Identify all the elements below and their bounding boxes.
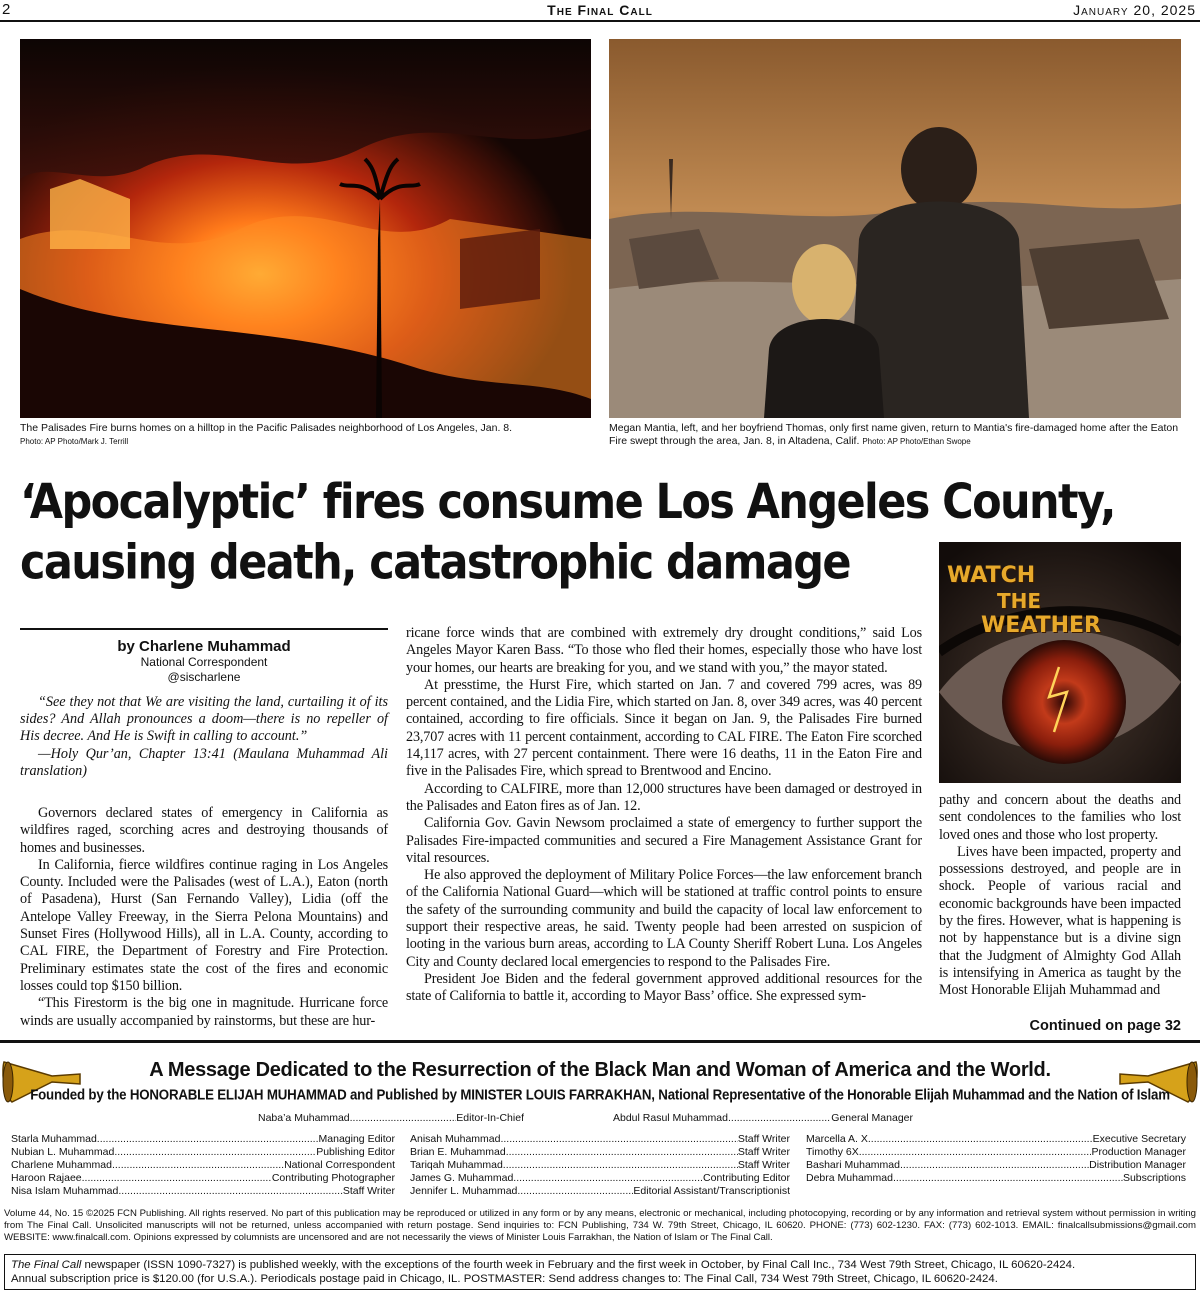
masthead-subtitle: Founded by the HONORABLE ELIJAH MUHAMMAD and Published by MINISTER LOUIS FARRAKHAN, National Representative of the Honorable Elijah Muhammad and the Nation of Islam <box>30 1086 1170 1103</box>
staff-row <box>410 1146 790 1159</box>
staff-name: Haroon Rajaee <box>11 1172 82 1184</box>
headline-line-2: causing death, catastrophic damage <box>20 534 850 591</box>
staff-row <box>410 1133 790 1146</box>
staff-name: Bashari Muhammad <box>806 1159 900 1171</box>
legal-notice: Volume 44, No. 15 ©2025 FCN Publishing. All rights reserved. No part of this publication may be reproduced or utilized in any form or by any means, electronic or mechanical, including photocopying, recording or by any information and retrieval system without permission in writing from The Final Call. Unsolicited manuscripts will not be returned, unless accompanied with return postage. Send inquiries to: FCN Publishing, 734 W. 79th Street, Chicago, IL 60620. PHONE: (773) 602-1230. FAX: (773) 602-1013. EMAIL: finalcallsubmissions@gmail.com WEBSITE: www.finalcall.com. Opinions expressed by columnists are uncensored and are not necessarily the views of Minister Louis Farrakhan, the Nation of Islam or The Final Call. <box>4 1208 1196 1243</box>
staff-title: Distribution Manager <box>1089 1159 1186 1171</box>
staff-row <box>806 1133 1186 1146</box>
staff-row <box>410 1172 790 1185</box>
paper-name: The Final Call <box>547 2 653 18</box>
staff-name: Nubian L. Muhammad <box>11 1146 115 1158</box>
weather-word-3: WEATHER <box>981 613 1102 638</box>
staff-name: Jennifer L. Muhammad <box>410 1185 518 1197</box>
article-column-2 <box>406 625 922 1006</box>
paragraph: pathy and concern about the deaths and sent condolences to the families who lost loved ones and those who lost property. <box>939 792 1181 843</box>
epigraph <box>20 694 388 780</box>
publication-notice <box>4 1254 1196 1290</box>
staff-row <box>11 1159 395 1172</box>
staff-title: Contributing Editor <box>703 1172 790 1184</box>
right-photo-caption <box>609 422 1181 448</box>
staff-name: James G. Muhammad <box>410 1172 514 1184</box>
article-column-3 <box>939 792 1181 1000</box>
staff-name: Naba’a Muhammad <box>258 1112 350 1124</box>
masthead-title: A Message Dedicated to the Resurrection of the Black Man and Woman of America and the World. <box>149 1059 1051 1081</box>
staff-row <box>806 1159 1186 1172</box>
staff-column-3 <box>806 1133 1186 1185</box>
staff-name: Tariqah Muhammad <box>410 1159 503 1171</box>
staff-title: Executive Secretary <box>1092 1133 1186 1145</box>
staff-title: National Correspondent <box>284 1159 395 1171</box>
staff-title: Subscriptions <box>1122 1172 1186 1184</box>
staff-title: Staff Writer <box>737 1159 790 1171</box>
staff-row <box>410 1159 790 1172</box>
staff-row <box>11 1172 395 1185</box>
paragraph: California Gov. Gavin Newsom proclaimed a state of emergency to further support the Palisades Fire-impacted communities and secured a Fire Management Assistance Grant for vital resources. <box>406 815 922 866</box>
staff-title: Staff Writer <box>737 1133 790 1145</box>
palisades-fire-photo <box>20 39 591 418</box>
left-photo-caption <box>20 422 591 448</box>
staff-title: Managing Editor <box>318 1133 395 1145</box>
staff-title: Contributing Photographer <box>271 1172 395 1184</box>
staff-row <box>613 1112 913 1125</box>
paragraph: Lives have been impacted, property and possessions destroyed, and people are in shock. People of various racial and economic backgrounds have been impacted by the fires. However, what is happening is not by happenstance but is a divine sign that the Judgment of Almighty God Allah is intensifying in America as taught by the Most Honorable Elijah Muhammad and <box>939 843 1181 999</box>
staff-row <box>806 1172 1186 1185</box>
article-column-1 <box>20 805 388 1030</box>
staff-title: Production Manager <box>1091 1146 1186 1158</box>
paper-name-italic: The Final Call <box>11 1259 82 1271</box>
staff-title: Staff Writer <box>737 1146 790 1158</box>
continued-on-link[interactable]: Continued on page 32 <box>1029 1018 1181 1034</box>
staff-name: Anisah Muhammad <box>410 1133 501 1145</box>
right-caption-text: Megan Mantia, left, and her boyfriend Thomas, only first name given, return to Mantia's fire-damaged home after the Eaton Fire swept through the area, Jan. 8, in Altadena, Calif. <box>609 422 1179 447</box>
staff-row <box>410 1185 790 1198</box>
paragraph: President Joe Biden and the federal government approved additional resources for the state of California to battle it, according to Mayor Bass’ office. She expressed sym- <box>406 970 922 1005</box>
headline-line-1: ‘Apocalyptic’ fires consume Los Angeles County, <box>20 474 1115 531</box>
paragraph: In California, fierce wildfires continue raging in Los Angeles County. Included were the Palisades (west of L.A.), Eaton (north of Pasadena), Hurst (San Fernando Valley), Lidia (off the Antelope Valley Freeway, in the Sierra Pelona Mountains) and Sunset Fires (Hollywood Hills), all in L.A. County, according to CAL FIRE, the Department of Forestry and Fire Protection. Preliminary estimates state the cost of the fires and economic losses could top $150 billion. <box>20 856 388 994</box>
eaton-fire-couple-photo <box>609 39 1181 418</box>
staff-name: Marcella A. X. <box>806 1133 871 1145</box>
staff-title: General Manager <box>831 1112 913 1124</box>
paragraph: Governors declared states of emergency in California as wildfires raged, scorching acres and destroying thousands of homes and businesses. <box>20 805 388 856</box>
staff-row <box>11 1133 395 1146</box>
staff-name: Timothy 6X <box>806 1146 859 1158</box>
byline <box>20 628 388 685</box>
page-folio <box>0 0 1200 22</box>
left-photo-credit: Photo: AP Photo/Mark J. Terrill <box>20 437 129 446</box>
staff-column-2 <box>410 1133 790 1198</box>
weather-word-2: THE <box>997 589 1042 613</box>
staff-name: Debra Muhammad <box>806 1172 893 1184</box>
staff-row <box>258 1112 524 1125</box>
staff-title: Editorial Assistant/Transcriptionist <box>633 1185 790 1197</box>
publication-line-1 <box>11 1258 1189 1272</box>
epigraph-source: —Holy Qur’an, Chapter 13:41 (Maulana Muhammad Ali translation) <box>20 745 388 779</box>
staff-name: Abdul Rasul Muhammad <box>613 1112 728 1124</box>
watch-the-weather-graphic <box>939 542 1181 783</box>
staff-name: Starla Muhammad <box>11 1133 97 1145</box>
staff-name: Charlene Muhammad <box>11 1159 112 1171</box>
weather-word-1: WATCH <box>947 563 1036 588</box>
paragraph: ricane force winds that are combined with extremely dry drought conditions,” said Los Angeles Mayor Karen Bass. “To those who fled their homes, especially those who have lost your homes, our hearts are breaking for you, and we stand with you,” the mayor stated. <box>406 625 922 676</box>
author-handle: @sischarlene <box>167 670 241 684</box>
left-caption-text: The Palisades Fire burns homes on a hilltop in the Pacific Palisades neighborhood of Los Angeles, Jan. 8. <box>20 422 513 434</box>
staff-title: Editor-In-Chief <box>456 1112 524 1124</box>
staff-row <box>11 1146 395 1159</box>
staff-row <box>11 1185 395 1198</box>
page-number: 2 <box>2 1 11 18</box>
paragraph: According to CALFIRE, more than 12,000 structures have been damaged or destroyed in the Palisades and Eaton fires as of Jan. 12. <box>406 780 922 814</box>
paragraph: At presstime, the Hurst Fire, which started on Jan. 7 and covered 799 acres, was 89 percent contained, and the Lidia Fire, which started on Jan. 8, over 349 acres, was 40 percent contained, according to fire officials. Since it began on Jan. 9, the Palisades Fire burned 23,707 acres with 11 percent containment, according to CAL FIRE. The Eaton Fire scorched 14,117 acres, with 27 percent containment. There were 16 deaths, 11 in the Eaton Fire and five in the Palisades Fire, which spread to Brentwood and Encino. <box>406 676 922 780</box>
author-role: National Correspondent <box>140 655 268 669</box>
staff-column-1 <box>11 1133 395 1198</box>
issue-date: January 20, 2025 <box>1073 2 1196 18</box>
staff-name: Nisa Islam Muhammad <box>11 1185 119 1197</box>
staff-name: Brian E. Muhammad <box>410 1146 506 1158</box>
publication-line-1-text: newspaper (ISSN 1090-7327) is published weekly, with the exceptions of the fourth week in February and the first week in October, by Final Call Inc., 734 West 79th Street, Chicago, IL 60620-2424. <box>81 1259 1076 1271</box>
publication-line-2: Annual subscription price is $120.00 (for U.S.A.). Periodicals postage paid in Chicago, IL. POSTMASTER: Send address changes to: The Final Call, 734 West 79th Street, Chicago, IL 60620-2424. <box>11 1273 998 1285</box>
staff-title: Staff Writer <box>342 1185 395 1197</box>
staff-title: Publishing Editor <box>316 1146 395 1158</box>
paragraph: He also approved the deployment of Military Police Forces—the law enforcement branch of the California National Guard—which will be stationed at traffic control points to ensure the safety of the surrounding community and build the capacity of local law enforcement to support their respective areas, he said. Twenty people had been arrested on suspicion of looting in the various burn areas, according to LA County Sheriff Robert Luna. Los Angeles City and County declared local emergencies to respond to the Palisades Fire. <box>406 867 922 970</box>
right-photo-credit: Photo: AP Photo/Ethan Swope <box>862 437 971 446</box>
staff-row <box>806 1146 1186 1159</box>
epigraph-text: “See they not that We are visiting the land, curtailing it of its sides? And Allah pronounces a doom—there is no repeller of His decree. And He is Swift in calling to account.” <box>20 694 388 745</box>
paragraph: “This Firestorm is the big one in magnitude. Hurricane force winds are usually accompanied by rainstorms, but these are hur- <box>20 995 388 1029</box>
author-name: by Charlene Muhammad <box>117 638 291 655</box>
